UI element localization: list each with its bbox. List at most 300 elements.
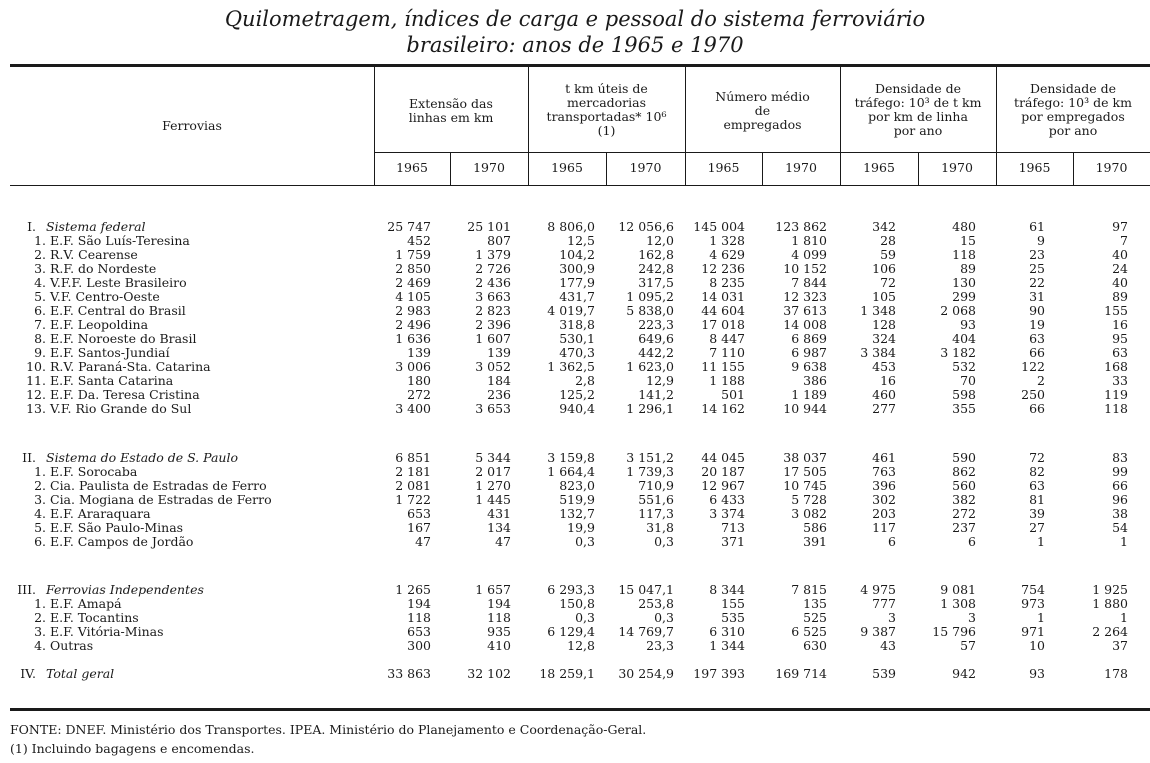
row-number: 6.: [34, 303, 46, 318]
table-row: [0, 507, 1150, 521]
table-row: [0, 234, 1150, 248]
table-row: [0, 451, 1150, 465]
table-cell: 2 017: [475, 464, 511, 479]
row-label: [0, 332, 196, 346]
table-cell: 12,5: [567, 233, 595, 248]
table-cell: 3 400: [395, 401, 431, 416]
row-name: E.F. Central do Brasil: [50, 303, 186, 318]
table-cell: 9: [1037, 233, 1045, 248]
table-cell: 43: [880, 638, 896, 653]
table-cell: 117: [872, 520, 896, 535]
row-name: E.F. Da. Teresa Cristina: [50, 387, 200, 402]
table-cell: 12 056,6: [618, 219, 674, 234]
table-cell: 17 505: [783, 464, 827, 479]
table-cell: 302: [872, 492, 896, 507]
table-cell: 90: [1029, 303, 1045, 318]
row-number: 10.: [26, 359, 46, 374]
table-cell: 9 387: [860, 624, 896, 639]
table-cell: 4 099: [791, 247, 827, 262]
table-row: [0, 248, 1150, 262]
table-cell: 63: [1029, 478, 1045, 493]
row-label: [0, 234, 190, 248]
table-cell: 807: [487, 233, 511, 248]
table-cell: 3 374: [709, 506, 745, 521]
table-cell: 117,3: [638, 506, 674, 521]
table-cell: 31: [1029, 289, 1045, 304]
bottom-rule: [10, 708, 1150, 711]
row-name: R.F. do Nordeste: [50, 261, 157, 276]
row-label: [0, 493, 272, 507]
table-cell: 178: [1104, 666, 1128, 681]
table-cell: 118: [487, 610, 511, 625]
table-cell: 125,2: [559, 387, 595, 402]
table-cell: 44 045: [701, 450, 745, 465]
row-name: E.F. Amapá: [50, 596, 122, 611]
table-cell: 404: [952, 331, 976, 346]
row-number: 12.: [26, 387, 46, 402]
table-cell: 1 362,5: [547, 359, 595, 374]
table-cell: 38: [1112, 506, 1128, 521]
row-label: [0, 402, 191, 416]
table-cell: 318,8: [559, 317, 595, 332]
table-cell: 14 162: [701, 401, 745, 416]
row-number: I.: [27, 219, 36, 234]
header-line: t km úteis de: [565, 81, 648, 96]
table-cell: 23,3: [646, 638, 674, 653]
header-line: tráfego: 10³ de t km: [854, 95, 982, 110]
header-line: por ano: [893, 123, 943, 138]
header-line: linhas em km: [408, 110, 494, 125]
row-label: [0, 611, 139, 625]
header-line: Densidade de: [874, 81, 962, 96]
table-cell: 560: [952, 478, 976, 493]
table-cell: 162,8: [638, 247, 674, 262]
header-line: de: [754, 103, 771, 118]
table-cell: 128: [872, 317, 896, 332]
table-row: [0, 625, 1150, 639]
header-tkm: [528, 82, 685, 138]
row-number: 1.: [34, 233, 46, 248]
table-cell: 1 657: [475, 582, 511, 597]
table-cell: 9 638: [791, 359, 827, 374]
table-cell: 586: [803, 520, 827, 535]
title-line-1: Quilometragem, índices de carga e pessoal do sistema ferroviário: [224, 7, 926, 31]
table-cell: 95: [1112, 331, 1128, 346]
table-cell: 184: [487, 373, 511, 388]
table-cell: 754: [1021, 582, 1045, 597]
table-cell: 19,9: [567, 520, 595, 535]
row-label: [0, 262, 156, 276]
table-cell: 250: [1021, 387, 1045, 402]
table-cell: 10 944: [783, 401, 827, 416]
year-header: 1970: [941, 160, 973, 175]
table-cell: 4 105: [395, 289, 431, 304]
table-cell: 535: [721, 610, 745, 625]
table-cell: 4 975: [860, 582, 896, 597]
row-number: 4.: [34, 275, 46, 290]
table-cell: 1 328: [709, 233, 745, 248]
row-name: E.F. Tocantins: [50, 610, 139, 625]
table-cell: 6 310: [709, 624, 745, 639]
row-label: [0, 507, 151, 521]
table-row: [0, 290, 1150, 304]
table-cell: 15 796: [932, 624, 976, 639]
table-cell: 1 265: [395, 582, 431, 597]
table-cell: 6 293,3: [547, 582, 595, 597]
table-row: [0, 388, 1150, 402]
table-cell: 30 254,9: [618, 666, 674, 681]
table-cell: 7 110: [709, 345, 745, 360]
table-row: [0, 535, 1150, 549]
table-cell: 15: [960, 233, 976, 248]
table-cell: 139: [487, 345, 511, 360]
table-cell: 3 182: [940, 345, 976, 360]
table-cell: 3 052: [475, 359, 511, 374]
table-cell: 155: [1104, 303, 1128, 318]
table-cell: 410: [487, 638, 511, 653]
row-number: 3.: [34, 624, 46, 639]
table-cell: 525: [803, 610, 827, 625]
table-cell: 713: [721, 520, 745, 535]
table-cell: 123 862: [775, 219, 827, 234]
header-line: Extensão das: [409, 96, 493, 111]
row-label: [0, 248, 138, 262]
table-cell: 99: [1112, 464, 1128, 479]
table-cell: 40: [1112, 247, 1128, 262]
header-line: por empregados: [1021, 109, 1125, 124]
table-cell: 141,2: [638, 387, 674, 402]
row-name: R.V. Paraná-Sta. Catarina: [50, 359, 211, 374]
table-cell: 1 344: [709, 638, 745, 653]
row-name: Cia. Paulista de Estradas de Ferro: [50, 478, 267, 493]
table-row: [0, 220, 1150, 234]
table-cell: 590: [952, 450, 976, 465]
table-cell: 105: [872, 289, 896, 304]
table-cell: 431,7: [559, 289, 595, 304]
table-cell: 81: [1029, 492, 1045, 507]
table-cell: 1 636: [395, 331, 431, 346]
table-cell: 93: [1029, 666, 1045, 681]
row-name: Sistema federal: [46, 219, 146, 234]
table-cell: 6 525: [791, 624, 827, 639]
table-cell: 47: [495, 534, 511, 549]
table-cell: 11 155: [701, 359, 745, 374]
table-cell: 9 081: [940, 582, 976, 597]
table-cell: 10 152: [783, 261, 827, 276]
table-cell: 82: [1029, 464, 1045, 479]
table-cell: 135: [803, 596, 827, 611]
table-cell: 3 159,8: [547, 450, 595, 465]
table-cell: 324: [872, 331, 896, 346]
table-cell: 89: [960, 261, 976, 276]
table-cell: 355: [952, 401, 976, 416]
table-cell: 12 236: [701, 261, 745, 276]
table-cell: 277: [872, 401, 896, 416]
table-cell: 167: [407, 520, 431, 535]
table-row: [0, 639, 1150, 653]
table-cell: 119: [1104, 387, 1128, 402]
table-cell: 7 815: [791, 582, 827, 597]
table-cell: 1 722: [395, 492, 431, 507]
table-cell: 649,6: [638, 331, 674, 346]
table-cell: 70: [960, 373, 976, 388]
table-cell: 453: [872, 359, 896, 374]
table-cell: 2 469: [395, 275, 431, 290]
row-number: 4.: [34, 638, 46, 653]
table-cell: 942: [952, 666, 976, 681]
table-cell: 12,9: [646, 373, 674, 388]
row-name: Ferrovias Independentes: [46, 582, 204, 597]
table-cell: 169 714: [775, 666, 827, 681]
table-row: [0, 597, 1150, 611]
table-cell: 2 436: [475, 275, 511, 290]
table-title: [0, 6, 1150, 58]
year-header: 1965: [551, 160, 583, 175]
row-label: [0, 521, 183, 535]
year-header: 1965: [396, 160, 428, 175]
header-line: por ano: [1048, 123, 1098, 138]
table-cell: 180: [407, 373, 431, 388]
table-cell: 2 081: [395, 478, 431, 493]
table-cell: 37: [1112, 638, 1128, 653]
table-cell: 197 393: [693, 666, 745, 681]
table-cell: 20 187: [701, 464, 745, 479]
table-cell: 44 604: [701, 303, 745, 318]
table-cell: 442,2: [638, 345, 674, 360]
row-number: 2.: [34, 478, 46, 493]
table-cell: 168: [1104, 359, 1128, 374]
table-cell: 382: [952, 492, 976, 507]
row-name: E.F. Araraquara: [50, 506, 151, 521]
table-cell: 22: [1029, 275, 1045, 290]
table-cell: 253,8: [638, 596, 674, 611]
table-cell: 3 151,2: [626, 450, 674, 465]
table-cell: 973: [1021, 596, 1045, 611]
table-cell: 461: [872, 450, 896, 465]
table-cell: 2 823: [475, 303, 511, 318]
footnote-source: FONTE: DNEF. Ministério dos Transportes. IPEA. Ministério do Planejamento e Coordenação-Geral.: [10, 722, 647, 737]
table-cell: 862: [952, 464, 976, 479]
table-cell: 4 019,7: [547, 303, 595, 318]
table-row: [0, 465, 1150, 479]
row-label: [0, 625, 164, 639]
table-cell: 710,9: [638, 478, 674, 493]
table-cell: 653: [407, 506, 431, 521]
year-header: 1965: [1018, 160, 1051, 175]
row-number: 4.: [34, 506, 46, 521]
row-number: 5.: [34, 289, 46, 304]
table-cell: 480: [952, 219, 976, 234]
table-cell: 6 869: [791, 331, 827, 346]
row-name: E.F. Noroeste do Brasil: [50, 331, 197, 346]
table-cell: 242,8: [638, 261, 674, 276]
table-cell: 139: [407, 345, 431, 360]
table-cell: 2 726: [475, 261, 511, 276]
table-cell: 14 769,7: [618, 624, 674, 639]
table-cell: 32 102: [467, 666, 511, 681]
table-cell: 10 745: [783, 478, 827, 493]
table-row: [0, 360, 1150, 374]
table-cell: 3 384: [860, 345, 896, 360]
row-number: 3.: [34, 492, 46, 507]
header-bottom-rule: [10, 185, 1150, 186]
row-name: E.F. Sorocaba: [50, 464, 138, 479]
row-name: E.F. São Luís-Teresina: [50, 233, 190, 248]
table-cell: 940,4: [559, 401, 595, 416]
table-cell: 8 806,0: [547, 219, 595, 234]
table-cell: 31,8: [646, 520, 674, 535]
table-cell: 40: [1112, 275, 1128, 290]
table-cell: 63: [1112, 345, 1128, 360]
table-cell: 194: [407, 596, 431, 611]
row-label: [0, 639, 93, 653]
table-cell: 8 447: [709, 331, 745, 346]
table-cell: 7: [1120, 233, 1128, 248]
header-line: (1): [597, 123, 616, 138]
table-cell: 59: [880, 247, 896, 262]
table-cell: 14 031: [701, 289, 745, 304]
table-cell: 0,3: [654, 610, 674, 625]
table-cell: 33 863: [387, 666, 431, 681]
row-number: 1.: [34, 464, 46, 479]
table-cell: 391: [803, 534, 827, 549]
table-cell: 2 396: [475, 317, 511, 332]
header-line: Número médio: [715, 89, 810, 104]
row-name: E.F. Campos de Jordão: [50, 534, 194, 549]
header-line: por km de linha: [868, 109, 968, 124]
table-cell: 63: [1029, 331, 1045, 346]
table-cell: 3 082: [791, 506, 827, 521]
table-cell: 763: [872, 464, 896, 479]
table-cell: 342: [872, 219, 896, 234]
row-number: 8.: [34, 331, 46, 346]
table-cell: 6: [968, 534, 976, 549]
table-row: [0, 346, 1150, 360]
table-cell: 16: [1112, 317, 1128, 332]
year-header: 1965: [863, 160, 895, 175]
table-cell: 12,8: [567, 638, 595, 653]
table-cell: 3 663: [475, 289, 511, 304]
table-row: [0, 583, 1150, 597]
row-label: [0, 388, 200, 402]
table-cell: 25: [1029, 261, 1045, 276]
table-cell: 66: [1112, 478, 1128, 493]
row-label: [0, 290, 160, 304]
table-row: [0, 611, 1150, 625]
table-cell: 177,9: [559, 275, 595, 290]
table-cell: 2 181: [395, 464, 431, 479]
row-label: [0, 304, 186, 318]
row-number: 13.: [26, 401, 46, 416]
table-cell: 5 344: [475, 450, 511, 465]
table-cell: 2 850: [395, 261, 431, 276]
table-cell: 396: [872, 478, 896, 493]
table-cell: 1 379: [475, 247, 511, 262]
table-cell: 1 664,4: [547, 464, 595, 479]
table-cell: 47: [415, 534, 431, 549]
table-row: [0, 262, 1150, 276]
table-cell: 300: [407, 638, 431, 653]
year-header: 1965: [707, 160, 740, 175]
table-cell: 653: [407, 624, 431, 639]
table-cell: 1 270: [475, 478, 511, 493]
table-cell: 6 987: [791, 345, 827, 360]
row-label: [0, 360, 211, 374]
table-cell: 194: [487, 596, 511, 611]
table-cell: 12 323: [783, 289, 827, 304]
table-cell: 15 047,1: [618, 582, 674, 597]
table-cell: 19: [1029, 317, 1045, 332]
table-row: [0, 402, 1150, 416]
table-cell: 134: [487, 520, 511, 535]
table-cell: 431: [487, 506, 511, 521]
row-number: 6.: [34, 534, 46, 549]
table-cell: 3: [888, 610, 896, 625]
table-cell: 460: [872, 387, 896, 402]
table-cell: 5 838,0: [626, 303, 674, 318]
row-label: [0, 220, 146, 234]
row-number: 11.: [26, 373, 46, 388]
table-cell: 1: [1037, 534, 1045, 549]
table-cell: 1 296,1: [626, 401, 674, 416]
table-cell: 1 607: [475, 331, 511, 346]
table-cell: 203: [872, 506, 896, 521]
header-line: transportadas* 10⁶: [546, 109, 667, 124]
table-cell: 72: [880, 275, 896, 290]
table-cell: 237: [952, 520, 976, 535]
row-label: [0, 465, 137, 479]
table-cell: 1: [1120, 610, 1128, 625]
table-cell: 2 983: [395, 303, 431, 318]
table-cell: 272: [952, 506, 976, 521]
table-cell: 8 344: [709, 582, 745, 597]
table-cell: 132,7: [559, 506, 595, 521]
table-cell: 39: [1029, 506, 1045, 521]
row-label: [0, 479, 267, 493]
table-cell: 130: [952, 275, 976, 290]
row-number: 9.: [34, 345, 46, 360]
table-cell: 0,3: [575, 534, 595, 549]
table-cell: 8 235: [709, 275, 745, 290]
table-cell: 10: [1029, 638, 1045, 653]
table-cell: 61: [1029, 219, 1045, 234]
table-cell: 18 259,1: [539, 666, 595, 681]
table-cell: 38 037: [783, 450, 827, 465]
row-name: Outras: [50, 638, 94, 653]
header-line: empregados: [723, 117, 802, 132]
table-cell: 17 018: [701, 317, 745, 332]
table-row: [0, 479, 1150, 493]
year-header: 1970: [1095, 160, 1128, 175]
table-cell: 93: [960, 317, 976, 332]
table-cell: 122: [1021, 359, 1045, 374]
table-cell: 118: [1104, 401, 1128, 416]
table-cell: 25 747: [387, 219, 431, 234]
table-cell: 96: [1112, 492, 1128, 507]
table-cell: 66: [1029, 345, 1045, 360]
row-number: II.: [22, 450, 36, 465]
table-cell: 14 008: [783, 317, 827, 332]
table-cell: 12,0: [646, 233, 674, 248]
row-name: V.F. Rio Grande do Sul: [50, 401, 192, 416]
row-name: V.F.F. Leste Brasileiro: [50, 275, 187, 290]
table-cell: 551,6: [638, 492, 674, 507]
table-row: [0, 667, 1150, 681]
table-cell: 23: [1029, 247, 1045, 262]
table-row: [0, 276, 1150, 290]
row-number: III.: [17, 582, 36, 597]
table-cell: 1 188: [709, 373, 745, 388]
